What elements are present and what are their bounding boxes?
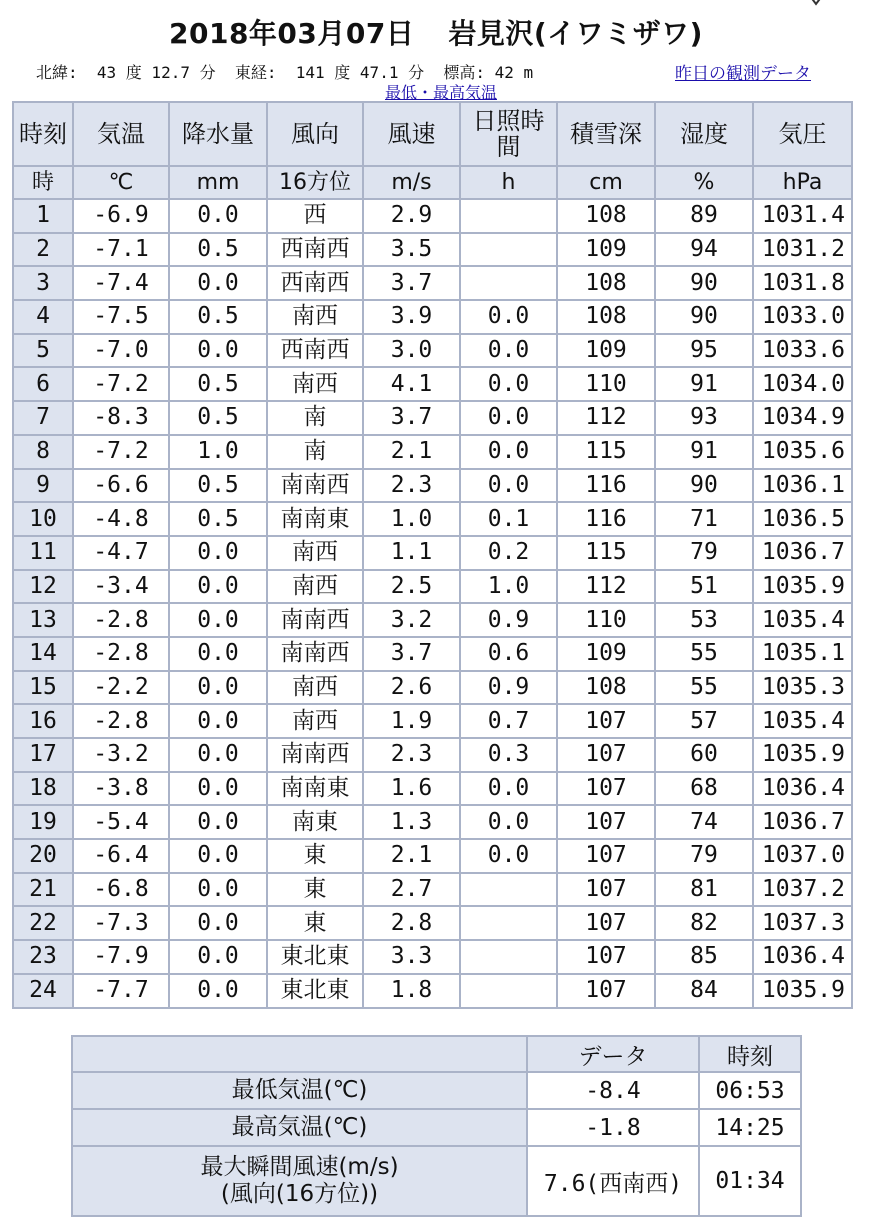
- summary-header-cell: 時刻: [699, 1036, 801, 1072]
- summary-time: 14:25: [699, 1109, 801, 1146]
- table-cell: 東北東: [267, 974, 363, 1008]
- table-cell: 0.5: [169, 502, 267, 536]
- table-cell: 6: [13, 367, 73, 401]
- table-cell: 0.0: [460, 772, 557, 806]
- table-cell: 0.0: [460, 839, 557, 873]
- table-cell: -2.2: [73, 671, 169, 705]
- table-cell: 94: [655, 233, 753, 267]
- minmax-temp-link[interactable]: 最低・最高気温: [385, 83, 498, 102]
- table-cell: 南南西: [267, 603, 363, 637]
- table-cell: 1035.3: [753, 671, 852, 705]
- table-cell: 1036.5: [753, 502, 852, 536]
- column-header: 降水量: [169, 102, 267, 166]
- table-cell: 68: [655, 772, 753, 806]
- table-cell: 0.0: [169, 738, 267, 772]
- table-cell: 0.0: [169, 266, 267, 300]
- table-cell: -6.4: [73, 839, 169, 873]
- summary-row: [72, 1072, 801, 1109]
- table-row: [13, 805, 852, 839]
- table-cell: 91: [655, 435, 753, 469]
- table-cell: -3.2: [73, 738, 169, 772]
- table-cell: 0.2: [460, 536, 557, 570]
- table-cell: 2: [13, 233, 73, 267]
- table-cell: -7.7: [73, 974, 169, 1008]
- table-cell: 1037.3: [753, 906, 852, 940]
- table-row: [13, 367, 852, 401]
- table-cell: 南南東: [267, 502, 363, 536]
- table-cell: -6.8: [73, 873, 169, 907]
- unit-cell: cm: [557, 166, 655, 199]
- table-row: [13, 199, 852, 233]
- table-cell: 南西: [267, 300, 363, 334]
- table-cell: [460, 266, 557, 300]
- table-cell: 1035.4: [753, 603, 852, 637]
- table-cell: 0.9: [460, 603, 557, 637]
- table-cell: -7.5: [73, 300, 169, 334]
- table-cell: 1037.0: [753, 839, 852, 873]
- table-cell: 南西: [267, 704, 363, 738]
- table-cell: 116: [557, 502, 655, 536]
- table-cell: 71: [655, 502, 753, 536]
- table-cell: 南南西: [267, 738, 363, 772]
- table-cell: 107: [557, 940, 655, 974]
- table-cell: 107: [557, 839, 655, 873]
- table-cell: 0.0: [169, 805, 267, 839]
- table-cell: 0.0: [169, 940, 267, 974]
- table-cell: 2.1: [363, 839, 460, 873]
- table-cell: 2.1: [363, 435, 460, 469]
- table-cell: 3.7: [363, 401, 460, 435]
- table-cell: [460, 233, 557, 267]
- table-cell: 0.0: [460, 300, 557, 334]
- table-cell: 1031.2: [753, 233, 852, 267]
- table-cell: 0.0: [169, 334, 267, 368]
- table-cell: 1033.6: [753, 334, 852, 368]
- daily-summary-table: [71, 1035, 802, 1217]
- column-header: 日照時間: [460, 102, 557, 166]
- summary-row: [72, 1109, 801, 1146]
- table-row: [13, 603, 852, 637]
- table-cell: 0.0: [460, 367, 557, 401]
- table-cell: 2.9: [363, 199, 460, 233]
- summary-header-cell: データ: [527, 1036, 699, 1072]
- table-cell: 10: [13, 502, 73, 536]
- table-cell: 0.5: [169, 233, 267, 267]
- table-cell: 107: [557, 873, 655, 907]
- table-cell: 南: [267, 435, 363, 469]
- title-date: 2018年03月07日: [169, 17, 415, 50]
- unit-cell: hPa: [753, 166, 852, 199]
- table-cell: 0.0: [169, 772, 267, 806]
- table-cell: 0.0: [169, 839, 267, 873]
- table-cell: 0.0: [169, 873, 267, 907]
- table-cell: 南西: [267, 367, 363, 401]
- table-cell: 110: [557, 603, 655, 637]
- table-cell: 0.6: [460, 637, 557, 671]
- table-cell: 95: [655, 334, 753, 368]
- table-row: [13, 940, 852, 974]
- hourly-observation-table: [12, 101, 853, 1009]
- table-cell: [460, 873, 557, 907]
- table-cell: 0.9: [460, 671, 557, 705]
- table-cell: 112: [557, 401, 655, 435]
- table-cell: 24: [13, 974, 73, 1008]
- table-row: [13, 637, 852, 671]
- table-cell: 81: [655, 873, 753, 907]
- table-cell: 60: [655, 738, 753, 772]
- table-cell: 90: [655, 300, 753, 334]
- table-cell: 0.0: [169, 536, 267, 570]
- table-cell: 15: [13, 671, 73, 705]
- table-row: [13, 873, 852, 907]
- table-cell: 0.1: [460, 502, 557, 536]
- table-cell: 0.0: [169, 704, 267, 738]
- table-cell: 108: [557, 671, 655, 705]
- table-cell: -4.7: [73, 536, 169, 570]
- table-cell: 8: [13, 435, 73, 469]
- table-cell: 17: [13, 738, 73, 772]
- table-cell: 4: [13, 300, 73, 334]
- table-cell: 9: [13, 469, 73, 503]
- table-row: [13, 502, 852, 536]
- table-cell: 107: [557, 974, 655, 1008]
- table-cell: 南西: [267, 570, 363, 604]
- table-cell: 107: [557, 704, 655, 738]
- table-cell: 116: [557, 469, 655, 503]
- table-cell: -7.2: [73, 435, 169, 469]
- table-cell: -2.8: [73, 637, 169, 671]
- table-cell: 108: [557, 300, 655, 334]
- table-cell: 109: [557, 637, 655, 671]
- table-cell: -2.8: [73, 704, 169, 738]
- table-cell: 0.0: [169, 974, 267, 1008]
- table-row: [13, 401, 852, 435]
- table-cell: [460, 974, 557, 1008]
- table-cell: 82: [655, 906, 753, 940]
- unit-cell: ℃: [73, 166, 169, 199]
- table-cell: 南東: [267, 805, 363, 839]
- table-cell: 5: [13, 334, 73, 368]
- table-cell: -3.4: [73, 570, 169, 604]
- table-cell: 南南西: [267, 637, 363, 671]
- summary-value: 7.6(西南西): [527, 1146, 699, 1216]
- table-cell: -5.4: [73, 805, 169, 839]
- table-row: [13, 738, 852, 772]
- table-cell: 東: [267, 839, 363, 873]
- table-cell: 0.0: [169, 603, 267, 637]
- unit-cell: 16方位: [267, 166, 363, 199]
- table-row: [13, 435, 852, 469]
- table-cell: -7.3: [73, 906, 169, 940]
- summary-header-row: [72, 1036, 801, 1072]
- unit-cell: mm: [169, 166, 267, 199]
- table-cell: -2.8: [73, 603, 169, 637]
- table-cell: 12: [13, 570, 73, 604]
- table-cell: 南南西: [267, 469, 363, 503]
- table-cell: 1: [13, 199, 73, 233]
- table-cell: 0.0: [460, 401, 557, 435]
- table-cell: 91: [655, 367, 753, 401]
- table-cell: 108: [557, 266, 655, 300]
- summary-label: 最大瞬間風速(m/s) (風向(16方位)): [72, 1146, 527, 1216]
- table-cell: 109: [557, 334, 655, 368]
- table-row: [13, 839, 852, 873]
- table-cell: 20: [13, 839, 73, 873]
- table-cell: 90: [655, 266, 753, 300]
- table-cell: 南南東: [267, 772, 363, 806]
- table-cell: 1.6: [363, 772, 460, 806]
- table-cell: 1.0: [169, 435, 267, 469]
- summary-time: 01:34: [699, 1146, 801, 1216]
- table-cell: 1035.9: [753, 738, 852, 772]
- table-cell: 1.0: [363, 502, 460, 536]
- table-cell: 112: [557, 570, 655, 604]
- summary-value: -8.4: [527, 1072, 699, 1109]
- table-cell: 1037.2: [753, 873, 852, 907]
- table-cell: 4.1: [363, 367, 460, 401]
- table-cell: 51: [655, 570, 753, 604]
- table-cell: 1035.6: [753, 435, 852, 469]
- yesterday-link[interactable]: 昨日の観測データ: [675, 64, 811, 84]
- table-cell: 93: [655, 401, 753, 435]
- table-cell: 1035.9: [753, 570, 852, 604]
- table-cell: 1036.7: [753, 536, 852, 570]
- table-cell: 74: [655, 805, 753, 839]
- table-cell: [460, 199, 557, 233]
- unit-cell: 時: [13, 166, 73, 199]
- units-row: [13, 166, 852, 199]
- table-cell: 107: [557, 738, 655, 772]
- table-cell: 東: [267, 873, 363, 907]
- column-header: 気温: [73, 102, 169, 166]
- table-cell: 2.7: [363, 873, 460, 907]
- table-cell: [460, 906, 557, 940]
- column-header: 風向: [267, 102, 363, 166]
- table-cell: [460, 940, 557, 974]
- table-cell: 3.7: [363, 266, 460, 300]
- page-title: [0, 12, 872, 52]
- table-cell: 西南西: [267, 334, 363, 368]
- table-cell: 13: [13, 603, 73, 637]
- table-cell: -8.3: [73, 401, 169, 435]
- table-cell: 3.2: [363, 603, 460, 637]
- table-cell: 79: [655, 839, 753, 873]
- table-cell: -6.9: [73, 199, 169, 233]
- table-row: [13, 334, 852, 368]
- table-cell: 14: [13, 637, 73, 671]
- table-cell: 1035.1: [753, 637, 852, 671]
- table-cell: -3.8: [73, 772, 169, 806]
- table-cell: 19: [13, 805, 73, 839]
- table-cell: 1031.8: [753, 266, 852, 300]
- table-row: [13, 233, 852, 267]
- table-cell: 115: [557, 435, 655, 469]
- column-header: 湿度: [655, 102, 753, 166]
- table-cell: 21: [13, 873, 73, 907]
- table-cell: 1.9: [363, 704, 460, 738]
- table-cell: 55: [655, 671, 753, 705]
- station-meta: 北緯: 43 度 12.7 分 東経: 141 度 47.1 分 標高: 42 m: [36, 63, 534, 82]
- summary-row: [72, 1146, 801, 1216]
- table-row: [13, 536, 852, 570]
- table-cell: 0.0: [169, 570, 267, 604]
- table-cell: 2.6: [363, 671, 460, 705]
- table-cell: 90: [655, 469, 753, 503]
- table-cell: 16: [13, 704, 73, 738]
- table-cell: 85: [655, 940, 753, 974]
- table-cell: 0.3: [460, 738, 557, 772]
- table-row: [13, 704, 852, 738]
- table-cell: 西: [267, 199, 363, 233]
- summary-label: 最高気温(℃): [72, 1109, 527, 1146]
- table-cell: 0.0: [460, 805, 557, 839]
- table-cell: 109: [557, 233, 655, 267]
- table-header-row: [13, 102, 852, 166]
- table-cell: 1031.4: [753, 199, 852, 233]
- table-cell: 7: [13, 401, 73, 435]
- table-cell: 0.0: [169, 671, 267, 705]
- table-cell: 2.8: [363, 906, 460, 940]
- table-cell: 0.5: [169, 469, 267, 503]
- table-cell: 89: [655, 199, 753, 233]
- table-cell: 1034.9: [753, 401, 852, 435]
- table-cell: -6.6: [73, 469, 169, 503]
- unit-cell: h: [460, 166, 557, 199]
- table-cell: 東: [267, 906, 363, 940]
- table-cell: 1.1: [363, 536, 460, 570]
- table-cell: 1035.9: [753, 974, 852, 1008]
- table-cell: -4.8: [73, 502, 169, 536]
- table-cell: 南西: [267, 671, 363, 705]
- table-cell: 0.5: [169, 300, 267, 334]
- table-cell: 2.5: [363, 570, 460, 604]
- table-cell: 79: [655, 536, 753, 570]
- table-cell: -7.4: [73, 266, 169, 300]
- table-cell: 3.5: [363, 233, 460, 267]
- table-cell: 57: [655, 704, 753, 738]
- close-icon[interactable]: [804, 0, 828, 12]
- table-cell: -7.0: [73, 334, 169, 368]
- table-row: [13, 906, 852, 940]
- table-cell: 0.5: [169, 367, 267, 401]
- table-cell: 2.3: [363, 469, 460, 503]
- table-row: [13, 974, 852, 1008]
- column-header: 時刻: [13, 102, 73, 166]
- table-cell: 1036.1: [753, 469, 852, 503]
- table-cell: 南: [267, 401, 363, 435]
- table-row: [13, 570, 852, 604]
- table-cell: 0.5: [169, 401, 267, 435]
- column-header: 風速: [363, 102, 460, 166]
- title-place: 岩見沢(イワミザワ): [448, 17, 703, 50]
- column-header: 積雪深: [557, 102, 655, 166]
- summary-value: -1.8: [527, 1109, 699, 1146]
- table-cell: 1036.7: [753, 805, 852, 839]
- table-cell: 1036.4: [753, 940, 852, 974]
- table-cell: 55: [655, 637, 753, 671]
- unit-cell: %: [655, 166, 753, 199]
- table-cell: 2.3: [363, 738, 460, 772]
- table-cell: 53: [655, 603, 753, 637]
- table-cell: 西南西: [267, 233, 363, 267]
- table-cell: -7.1: [73, 233, 169, 267]
- table-cell: 108: [557, 199, 655, 233]
- table-cell: 1034.0: [753, 367, 852, 401]
- table-row: [13, 469, 852, 503]
- table-cell: 3.0: [363, 334, 460, 368]
- table-cell: 115: [557, 536, 655, 570]
- table-cell: 1.0: [460, 570, 557, 604]
- table-cell: 107: [557, 906, 655, 940]
- table-cell: 西南西: [267, 266, 363, 300]
- table-cell: 0.7: [460, 704, 557, 738]
- table-cell: 0.0: [169, 199, 267, 233]
- table-cell: 0.0: [460, 334, 557, 368]
- table-cell: 110: [557, 367, 655, 401]
- table-cell: 0.0: [460, 435, 557, 469]
- table-cell: 1036.4: [753, 772, 852, 806]
- summary-label: 最低気温(℃): [72, 1072, 527, 1109]
- table-row: [13, 266, 852, 300]
- column-header: 気圧: [753, 102, 852, 166]
- table-row: [13, 300, 852, 334]
- table-cell: -7.9: [73, 940, 169, 974]
- table-cell: 3.9: [363, 300, 460, 334]
- summary-header-cell: [72, 1036, 527, 1072]
- table-cell: 107: [557, 772, 655, 806]
- unit-cell: m/s: [363, 166, 460, 199]
- table-cell: 1.8: [363, 974, 460, 1008]
- table-cell: 1033.0: [753, 300, 852, 334]
- table-cell: 3.3: [363, 940, 460, 974]
- summary-time: 06:53: [699, 1072, 801, 1109]
- table-row: [13, 671, 852, 705]
- table-cell: 南西: [267, 536, 363, 570]
- table-cell: 0.0: [169, 906, 267, 940]
- table-cell: 23: [13, 940, 73, 974]
- table-cell: 84: [655, 974, 753, 1008]
- table-cell: 11: [13, 536, 73, 570]
- table-cell: 107: [557, 805, 655, 839]
- table-row: [13, 772, 852, 806]
- table-cell: 3.7: [363, 637, 460, 671]
- table-cell: 1035.4: [753, 704, 852, 738]
- table-cell: 0.0: [169, 637, 267, 671]
- table-cell: 18: [13, 772, 73, 806]
- table-cell: -7.2: [73, 367, 169, 401]
- table-cell: 1.3: [363, 805, 460, 839]
- table-cell: 22: [13, 906, 73, 940]
- table-cell: 0.0: [460, 469, 557, 503]
- table-cell: 3: [13, 266, 73, 300]
- table-cell: 東北東: [267, 940, 363, 974]
